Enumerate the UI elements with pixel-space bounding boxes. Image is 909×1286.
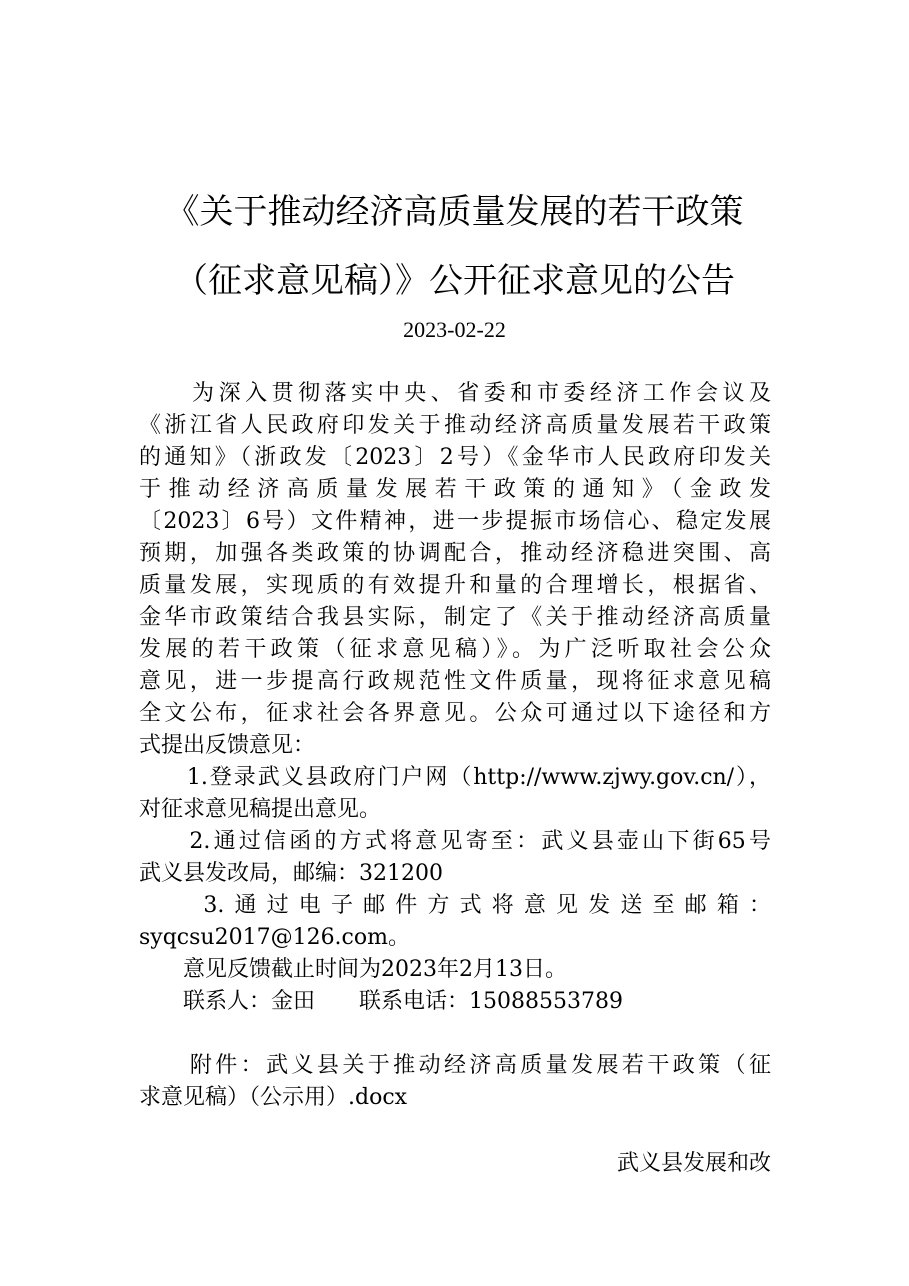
document-title-line-2: （征求意见稿）》公开征求意见的公告 <box>174 261 735 301</box>
item-3-line-1: 3.通过电子邮件方式将意见发送至邮箱： <box>139 893 771 918</box>
body-line-6: 预期，加强各类政策的协调配合，推动经济稳进突围、高 <box>139 541 771 566</box>
body-line-8: 金华市政策结合我县实际，制定了《关于推动经济高质量 <box>139 605 771 630</box>
attachment-line-1[interactable]: 附件：武义县关于推动经济高质量发展若干政策（征 <box>139 1053 771 1078</box>
body-line-3: 的通知》（浙政发〔2023〕2号）《金华市人民政府印发关 <box>139 445 771 470</box>
feedback-deadline: 意见反馈截止时间为2023年2月13日。 <box>139 957 567 982</box>
item-1-line-2: 对征求意见稿提出意见。 <box>139 797 382 822</box>
body-line-12: 式提出反馈意见： <box>139 733 316 758</box>
item-2-line-2: 武义县发改局，邮编：321200 <box>139 861 443 886</box>
body-line-1: 为深入贯彻落实中央、省委和市委经济工作会议及 <box>139 381 771 406</box>
body-line-2: 《浙江省人民政府印发关于推动经济高质量发展若干政策 <box>139 413 771 438</box>
body-line-5: 〔2023〕6号）文件精神，进一步提振市场信心、稳定发展 <box>139 509 771 534</box>
body-line-7: 质量发展，实现质的有效提升和量的合理增长，根据省、 <box>139 573 771 598</box>
body-line-11: 全文公布，征求社会各界意见。公众可通过以下途径和方 <box>139 701 771 726</box>
item-1-line-1: 1.登录武义县政府门户网（http://www.zjwy.gov.cn/）， <box>139 765 771 790</box>
publish-date: 2023-02-22 <box>403 317 506 342</box>
body-line-4: 于推动经济高质量发展若干政策的通知》（金政发 <box>139 477 771 502</box>
contact-info: 联系人：金田 联系电话：15088553789 <box>139 989 623 1014</box>
document-title-line-1: 《关于推动经济高质量发展的若干政策 <box>165 192 744 232</box>
attachment-line-2[interactable]: 求意见稿）（公示用）.docx <box>139 1085 408 1110</box>
item-3-line-2: syqcsu2017@126.com。 <box>139 925 410 950</box>
item-2-line-1: 2.通过信函的方式将意见寄至：武义县壶山下街65号 <box>139 829 771 854</box>
body-line-10: 意见，进一步提高行政规范性文件质量，现将征求意见稿 <box>139 669 771 694</box>
body-line-9: 发展的若干政策（征求意见稿）》。为广泛听取社会公众 <box>139 637 771 662</box>
signature-org: 武义县发展和改 <box>616 1151 771 1176</box>
